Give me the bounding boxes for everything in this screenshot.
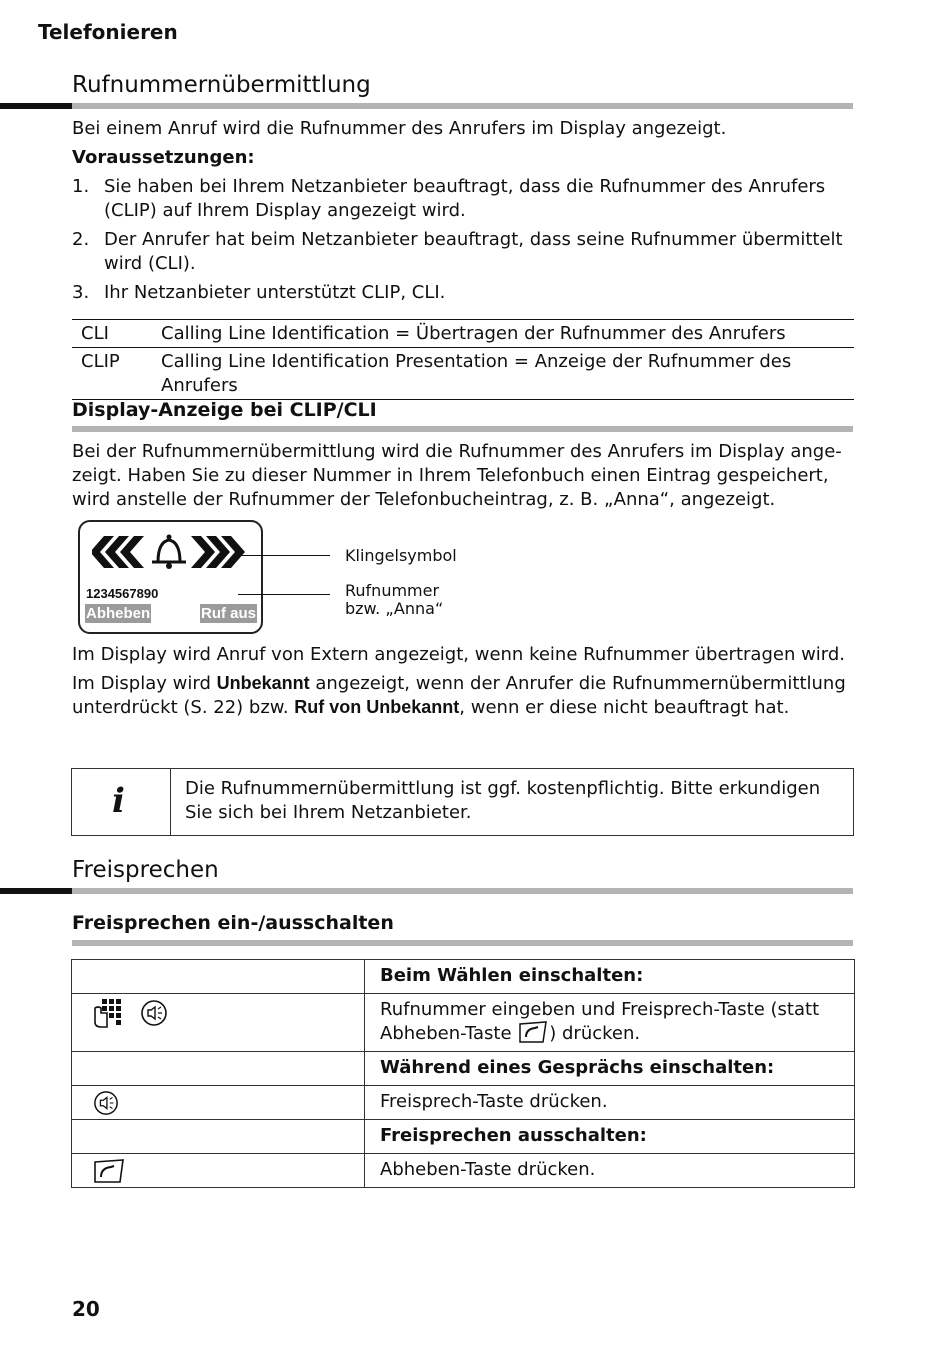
list-item: Der Anrufer hat beim Netzanbieter beauftragt, dass seine Rufnummer übermittelt (104, 229, 843, 250)
text-run: , wenn er diese nicht beauftragt hat. (459, 697, 790, 718)
instruction-text-cont (380, 1022, 844, 1046)
info-box (71, 768, 854, 836)
info-divider (170, 769, 171, 835)
table-row (72, 1154, 855, 1188)
instruction-text: Rufnummer eingeben und Freisprech-Taste (statt (380, 999, 820, 1020)
subsection-title-freisprechen: Freisprechen ein-/ausschalten (72, 912, 394, 934)
caller-number: 1234567890 (86, 586, 159, 601)
list-item-cont: wird (CLI). (104, 253, 196, 274)
unknown-caller-text (72, 671, 846, 696)
section-marker-bar (0, 888, 72, 894)
abbreviation-table (72, 319, 854, 400)
extern-call-text: Im Display wird Anruf von Extern angezeigt, wenn keine Rufnummer übertragen wird. (72, 644, 846, 665)
subsection-title-display: Display-Anzeige bei CLIP/CLI (72, 399, 377, 421)
intro-text: Bei einem Anruf wird die Rufnummer des Anrufers im Display angezeigt. (72, 118, 727, 139)
prerequisites-label: Voraussetzungen: (72, 147, 255, 168)
table-cell: Abheben-Taste drücken. (365, 1154, 855, 1188)
info-text-cont: Sie sich bei Ihrem Netzanbieter. (185, 802, 472, 823)
unknown-caller-text-cont (72, 695, 789, 720)
subsection-rule (72, 940, 853, 946)
abbr-description: Calling Line Identification = Übertragen der Rufnummer des Anrufers (161, 323, 786, 344)
subsection-rule (72, 426, 853, 432)
callout-label-number: Rufnummer (345, 581, 440, 600)
icon-cell (72, 1052, 365, 1086)
running-header: Telefonieren (38, 20, 178, 44)
table-row (72, 320, 854, 348)
list-number: 2. (72, 229, 90, 250)
bell-animation-icon (92, 532, 248, 572)
table-row (72, 994, 855, 1052)
section-marker-bar (0, 103, 72, 109)
section-rule (72, 103, 853, 109)
paragraph-line: wird anstelle der Rufnummer der Telefonbucheintrag, z. B. „Anna“, angezeigt. (72, 489, 776, 510)
handsfree-table (71, 959, 855, 1188)
page-number: 20 (72, 1297, 100, 1321)
text-run: unterdrückt (S. 22) bzw. (72, 697, 295, 718)
table-cell: Freisprech-Taste drücken. (365, 1086, 855, 1120)
softkey-abheben[interactable]: Abheben (86, 605, 151, 622)
softkey-ruf-aus[interactable]: Ruf aus (200, 605, 256, 622)
info-icon: i (112, 781, 125, 821)
display-text-ruf-von-unbekannt: Ruf von Unbekannt (294, 697, 460, 717)
text-run: ) drücken. (549, 1023, 641, 1044)
display-text-unbekannt: Unbekannt (216, 673, 310, 693)
section-rule (72, 888, 853, 894)
speaker-key-icon[interactable] (140, 999, 168, 1027)
list-item: Ihr Netzanbieter unterstützt CLIP, CLI. (104, 282, 446, 303)
callout-line-bell (238, 555, 330, 556)
table-heading: Freisprechen ausschalten: (365, 1120, 855, 1154)
text-run: Abheben-Taste (380, 1023, 518, 1044)
call-key-icon[interactable] (92, 1158, 126, 1184)
abbr-term: CLIP (81, 351, 120, 372)
paragraph-line: zeigt. Haben Sie zu dieser Nummer in Ihrem Telefonbuch einen Eintrag gespeichert, (72, 465, 829, 486)
section-title-rufnummernuebermittlung: Rufnummernübermittlung (72, 72, 371, 98)
paragraph-line: Bei der Rufnummernübermittlung wird die Rufnummer des Anrufers im Display ange- (72, 441, 842, 462)
table-row (72, 1120, 855, 1154)
info-text: Die Rufnummernübermittlung ist ggf. kostenpflichtig. Bitte erkundigen (185, 778, 821, 799)
table-row (72, 1052, 855, 1086)
text-run: angezeigt, wenn der Anrufer die Rufnummernübermittlung (309, 673, 846, 694)
abbr-description: Calling Line Identification Presentation = Anzeige der Rufnummer des Anrufers (161, 351, 792, 396)
table-row (72, 1086, 855, 1120)
text-run: Im Display wird (72, 673, 217, 694)
icon-cell (72, 994, 365, 1052)
table-heading: Während eines Gesprächs einschalten: (365, 1052, 855, 1086)
speaker-key-icon[interactable] (92, 1090, 120, 1116)
callout-label-name: bzw. „Anna“ (345, 599, 444, 618)
icon-cell (72, 1154, 365, 1188)
list-item-cont: (CLIP) auf Ihrem Display angezeigt wird. (104, 200, 466, 221)
section-title-freisprechen: Freisprechen (72, 857, 219, 883)
callout-label-bell: Klingelsymbol (345, 546, 457, 565)
list-number: 3. (72, 282, 90, 303)
table-heading: Beim Wählen einschalten: (365, 960, 855, 994)
icon-cell (72, 1120, 365, 1154)
list-item: Sie haben bei Ihrem Netzanbieter beauftragt, dass die Rufnummer des Anrufers (104, 176, 826, 197)
abbr-term: CLI (81, 323, 109, 344)
icon-cell (72, 1086, 365, 1120)
callout-line-number (238, 594, 330, 595)
icon-cell (72, 960, 365, 994)
phone-display (78, 520, 263, 634)
list-number: 1. (72, 176, 90, 197)
table-cell (365, 994, 855, 1052)
table-row (72, 960, 855, 994)
keypad-icon (92, 998, 122, 1028)
table-row (72, 348, 854, 400)
call-key-icon (517, 1020, 549, 1044)
